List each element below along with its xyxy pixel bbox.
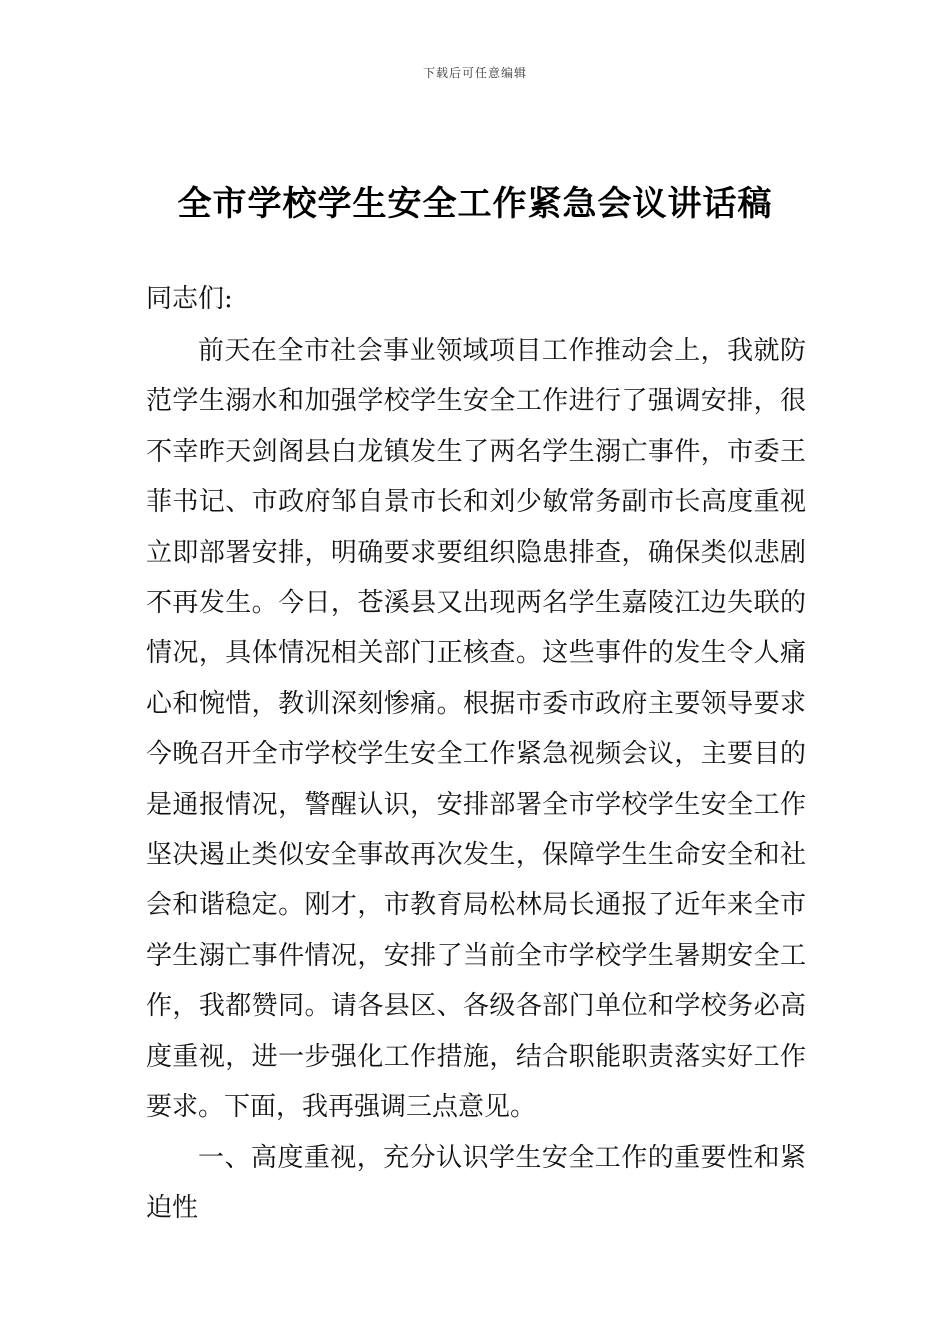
section-heading: 一、高度重视，充分认识学生安全工作的重要性和紧迫性	[146, 1142, 806, 1223]
body-paragraph: 前天在全市社会事业领域项目工作推动会上，我就防范学生溺水和加强学校学生安全工作进行了强调安排，很不幸昨天剑阁县白龙镇发生了两名学生溺亡事件，市委王菲书记、市政府邹自景市长和刘少敏常务副市长高度重视立即部署安排，明确要求要组织隐患排查，确保类似悲剧不再发生。今日，苍溪县又出现两名学生嘉陵江边失联的情况，具体情况相关部门正核查。这些事件的发生令人痛心和惋惜，教训深刻惨痛。根据市委市政府主要领导要求今晚召开全市学校学生安全工作紧急视频会议，主要目的是通报情况，警醒认识，安排部署全市学校学生安全工作坚决遏止类似安全事故再次发生，保障学生生命安全和社会和谐稳定。刚才，市教育局松林局长通报了近年来全市学生溺亡事件情况，安排了当前全市学校学生暑期安全工作，我都赞同。请各县区、各级各部门单位和学校务必高度重视，进一步强化工作措施，结合职能职责落实好工作要求。下面，我再强调三点意见。	[146, 336, 806, 1123]
salutation: 同志们:	[146, 284, 233, 314]
header-note: 下载后可任意编辑	[422, 66, 527, 80]
document-body	[146, 326, 806, 1233]
document-title: 全市学校学生安全工作紧急会议讲话稿	[177, 184, 773, 224]
